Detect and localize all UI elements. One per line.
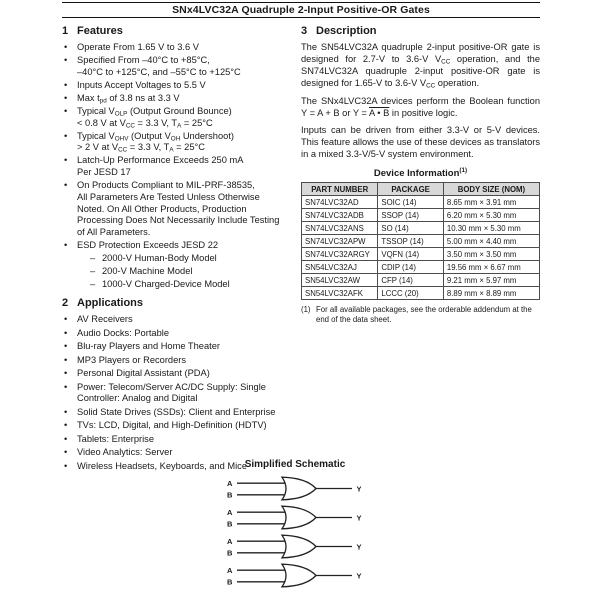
sub-list-item [88,266,298,278]
list-item [62,155,298,179]
table-cell: 5.00 mm × 4.40 mm [443,235,539,248]
gate-input-a-label: A [227,479,233,488]
footnote-marker: (1) [301,305,311,315]
esd-sublist [77,253,298,291]
or-gate-figure [222,532,368,561]
bullet-marker: • [64,155,68,166]
table-row [302,196,540,209]
or-gate-icon [282,506,316,529]
gate-input-b-label: B [227,519,233,529]
table-cell: CFP (14) [378,274,443,287]
bullet-marker: • [64,460,68,471]
list-item [62,240,298,292]
table-cell: SN74LVC32ARGY [302,248,378,261]
bullet-marker: • [64,420,68,430]
gate-input-b-label: B [227,548,233,558]
table-cell: SN74LVC32ADB [302,209,378,222]
table-cell: SN74LVC32AD [302,196,378,209]
device-info-table [301,182,540,300]
applications-heading-number: 2 [62,297,69,309]
list-item-text: TVs: LCD, Digital, and High-Definition (HDTV) [77,420,267,430]
features-list [62,42,298,292]
table-cell: SOIC (14) [378,196,443,209]
description-heading [301,25,540,37]
table-cell: 10.30 mm × 5.30 mm [443,222,539,235]
bullet-marker: • [64,354,68,365]
gate-input-b-label: B [227,490,233,500]
bullet-marker: • [64,240,68,251]
list-item [62,434,298,446]
bullet-marker: • [64,79,68,90]
footnote-text: For all available packages, see the orderable addendum at the end of the data sheet. [316,305,532,324]
list-item-text: Blu-ray Players and Home Theater [77,341,220,351]
left-column [62,25,298,474]
table-cell: 19.56 mm × 6.67 mm [443,261,539,274]
sub-list-item-text: 1000-V Charged-Device Model [102,279,230,290]
list-item-text: Max $t_{pd}$ of 3.8 ns at 3.3 V [77,92,180,105]
table-row [302,209,540,222]
bullet-marker: • [64,314,68,324]
table-cell: SN54LVC32AW [302,274,378,287]
gate-input-a-label: A [227,537,233,546]
list-item-text: Inputs Accept Voltages to 5.5 V [77,79,206,90]
list-item [62,355,298,367]
list-item-text: Video Analytics: Server [77,447,173,457]
description-heading-number: 3 [301,25,308,37]
sub-list-item-text: 200-V Machine Model [102,266,193,277]
list-item [62,55,298,79]
list-item-text: AV Receivers [77,314,133,324]
or-gate-icon [282,564,316,587]
list-item-text: Power: Telecom/Server AC/DC Supply: Single Controller: Analog and Digital [77,381,266,403]
table-cell: LCCC (20) [378,287,443,300]
bullet-marker: • [64,180,68,191]
gate-input-a-label: A [227,508,233,517]
list-item [62,80,298,92]
schematic-title: Simplified Schematic [244,459,346,470]
or-gate-drawing [222,532,368,561]
bullet-marker: • [64,381,68,392]
list-item-text: Latch-Up Performance Exceeds 250 mA Per JESD 17 [77,155,244,178]
list-item-text: Audio Docks: Portable [77,327,169,338]
or-gate-icon [282,535,316,558]
table-cell: 3.50 mm × 3.50 mm [443,248,539,261]
list-item-text: Operate From 1.65 V to 3.6 V [77,42,199,52]
dash-marker: – [90,266,96,277]
list-item-text: Personal Digital Assistant (PDA) [77,368,210,378]
list-item [62,447,298,459]
bullet-marker: • [64,341,68,351]
table-cell: TSSOP (14) [378,235,443,248]
list-item-text: Wireless Headsets, Keyboards, and Mice [77,460,247,471]
device-info-title-text: Device Information [373,168,460,180]
table-header-cell: PACKAGE [378,183,443,196]
or-gate-figure [222,474,368,503]
gate-input-a-label: A [227,566,233,575]
table-cell: SN54LVC32AFK [302,287,378,300]
features-heading [62,25,298,37]
list-item-text: ESD Protection Exceeds JESD 22 [77,240,219,251]
bullet-marker: • [64,42,68,52]
list-item-text: Typical $V_{OHV}$ (Output $V_{OH}$ Undershoot) > 2 V at $V_{CC} = 3.3$ V, $T_A = 25^\circ C$ [77,130,234,154]
dash-marker: – [90,279,96,290]
list-item [62,382,298,405]
sub-list-item-text: 2000-V Human-Body Model [102,253,217,264]
bullet-marker: • [64,447,68,457]
table-cell: 8.65 mm × 3.91 mm [443,196,539,209]
device-info-title [301,168,540,179]
table-cell: 9.21 mm × 5.97 mm [443,274,539,287]
header-rule-bottom [62,17,540,19]
list-item-text: MP3 Players or Recorders [77,354,187,365]
features-heading-label: Features [77,25,123,37]
sub-list-item [88,279,298,291]
list-item [62,131,298,155]
list-item [62,106,298,130]
bullet-marker: • [64,327,68,338]
gate-output-y-label: Y [356,513,362,523]
list-item [62,368,298,380]
table-row [302,287,540,300]
or-gate-drawing [222,503,368,532]
table-row [302,274,540,287]
list-item [62,341,298,353]
bullet-marker: • [64,130,68,141]
list-item [62,420,298,432]
gate-input-b-label: B [227,577,233,587]
table-cell: 6.20 mm × 5.30 mm [443,209,539,222]
table-cell: SSOP (14) [378,209,443,222]
applications-list [62,314,298,472]
bullet-marker: • [64,368,68,378]
bullet-marker: • [64,54,68,65]
or-gate-drawing [222,474,368,503]
list-item-group [77,240,298,292]
device-info-title-footref: (1) [459,167,468,174]
list-item [62,314,298,326]
bullet-marker: • [64,105,68,116]
applications-heading [62,297,298,309]
table-cell: 8.89 mm × 8.89 mm [443,287,539,300]
list-item [62,328,298,340]
table-row [302,222,540,235]
list-item-text: Tablets: Enterprise [77,433,154,444]
or-gate-icon [282,477,316,500]
list-item-text: Typical $V_{OLP}$ (Output Ground Bounce) < 0.8 V at $V_{CC} = 3.3$ V, $T_A = 25^\circ C$ [77,105,232,130]
list-item-text: On Products Compliant to MIL-PRF-38535, All Parameters Are Tested Unless Otherwise Noted. On All Other Products, Production Processing Does Not Necessarily Include Testing of All Parameters. [77,180,280,238]
description-paragraph: The SNx4LVC32A devices perform the Boolean function Y = A + B or Y = A • B in positive logic. [301,95,540,118]
or-gate-figure [222,503,368,532]
list-item-text: Specified From –40°C to +85°C, –40°C to +125°C, and –55°C to +125°C [77,54,241,77]
list-item-text: Solid State Drives (SSDs): Client and Enterprise [77,406,276,417]
dash-marker: – [90,253,96,264]
table-header-cell: BODY SIZE (NOM) [443,183,539,196]
table-cell: CDIP (14) [378,261,443,274]
list-item [62,93,298,105]
or-gate-drawing [222,561,368,590]
footnote [301,305,540,324]
bullet-marker: • [64,433,68,444]
gate-output-y-label: Y [356,571,362,581]
table-row [302,248,540,261]
list-item [62,42,298,54]
table-cell: VQFN (14) [378,248,443,261]
gate-output-y-label: Y [356,484,362,494]
sub-list-item [88,253,298,265]
list-item [62,407,298,419]
features-heading-number: 1 [62,25,69,37]
or-gate-figure [222,561,368,590]
table-row [302,261,540,274]
bullet-marker: • [64,406,68,417]
table-cell: SN74LVC32ANS [302,222,378,235]
description-heading-label: Description [316,25,377,37]
table-cell: SN74LVC32APW [302,235,378,248]
description-paragraph: Inputs can be driven from either 3.3-V or 5-V devices. This feature allows the use of these devices as translators in a mixed 3.3-V/5-V system environment. [301,125,540,160]
right-column [301,25,540,324]
table-header-cell: PART NUMBER [302,183,378,196]
gate-output-y-label: Y [356,542,362,552]
simplified-schematic [222,459,368,590]
table-row [302,235,540,248]
applications-heading-label: Applications [77,297,144,309]
table-cell: SN54LVC32AJ [302,261,378,274]
table-header-row [302,183,540,196]
bullet-marker: • [64,92,68,103]
description-paragraph: The SN54LVC32A quadruple 2-input positive-OR gate is designed for 2.7-V to 3.6-V $V_{CC}$ operation, and the SN74LVC32A quadruple 2-input positive-OR gate is designed for 1.65-V to 3.6-V $V_{CC}$ operation. [301,42,540,90]
doc-title: SNx4LVC32A Quadruple 2-Input Positive-OR Gates [172,4,430,16]
header-rule-top [62,2,540,3]
list-item [62,180,298,239]
table-cell: SO (14) [378,222,443,235]
